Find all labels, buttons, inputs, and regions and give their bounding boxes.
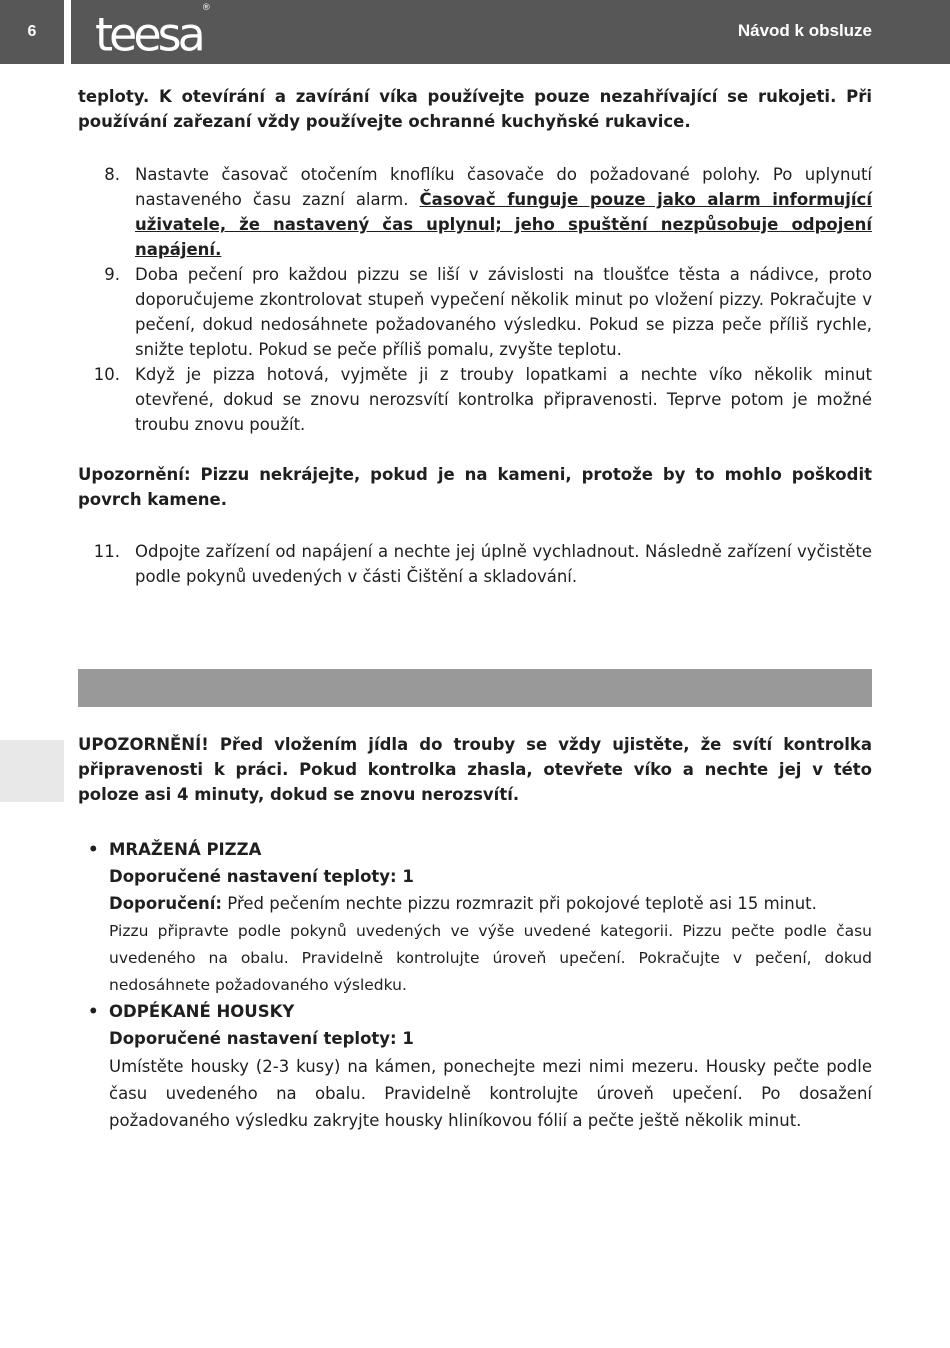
section-warning: UPOZORNĚNÍ! Před vložením jídla do trouby se vždy ujistěte, že svítí kontrolka připravenosti k práci. Pokud kontrolka zhasla, otevřete víko a nechte jej v této poloze asi 4 minuty, dokud se znovu nerozsvítí.	[78, 735, 872, 804]
bullet-icon: •	[88, 840, 99, 859]
page-number: 6	[0, 0, 64, 64]
food-setting: Doporučené nastavení teploty: 1	[109, 867, 414, 886]
food-body: Umístěte housky (2-3 kusy) na kámen, ponechejte mezi nimi mezeru. Housky pečte podle času uvedeného na obalu. Pravidelně kontrolujte úroveň upečení. Po dosažení požadovaného výsledku zakryjte housky hliníkovou fólií a pečte ještě několik minut.	[109, 1057, 872, 1130]
step-text: Odpojte zařízení od napájení a nechte jej úplně vychladnout. Následně zařízení vyčistěte podle pokynů uvedených v části Čištění a skladování.	[135, 542, 872, 586]
side-tab-marker	[0, 740, 64, 802]
brand-logo	[95, 4, 211, 62]
logo-text: teesa	[95, 7, 202, 62]
step-item	[78, 362, 872, 437]
step-number: 10.	[93, 365, 120, 384]
step-text: Když je pizza hotová, vyjměte ji z trouby lopatkami a nechte víko několik minut otevřené, dokud se znovu nerozsvítí kontrolka připravenosti. Teprve potom je možné troubu znovu použít.	[135, 365, 872, 434]
steps-list	[78, 162, 872, 437]
food-item	[78, 837, 872, 999]
step-item	[78, 539, 872, 589]
food-item	[78, 999, 872, 1134]
step-emphasis: Časovač funguje pouze jako alarm informující uživatele, že nastavený čas uplynul; jeho spuštění nezpůsobuje odpojení napájení.	[135, 190, 872, 259]
step-item	[78, 162, 872, 262]
food-list	[78, 837, 872, 1134]
food-setting: Doporučené nastavení teploty: 1	[109, 1029, 414, 1048]
page-content	[78, 84, 872, 1134]
food-recommendation	[109, 891, 872, 916]
header-title: Návod k obsluze	[737, 21, 872, 40]
step-text: Nastavte časovač otočením knoflíku časovače do požadované polohy. Po uplynutí nastaveného času zazní alarm.	[135, 165, 872, 209]
page-header	[71, 0, 950, 64]
registered-mark: ®	[201, 3, 211, 13]
step-item	[78, 262, 872, 362]
intro-warning: teploty. K otevírání a zavírání víka používejte pouze nezahřívající se rukojeti. Při používání zařezaní vždy používejte ochranné kuchyňské rukavice.	[78, 87, 872, 131]
step-number: 8.	[104, 165, 120, 184]
food-title: MRAŽENÁ PIZZA	[109, 840, 262, 859]
food-title: ODPÉKANÉ HOUSKY	[109, 1002, 295, 1021]
section-heading-bar	[78, 669, 872, 707]
recommendation-text: Před pečením nechte pizzu rozmrazit při pokojové teplotě asi 15 minut.	[222, 894, 817, 913]
step-number: 9.	[104, 265, 120, 284]
bullet-icon: •	[88, 1002, 99, 1021]
stone-warning: Upozornění: Pizzu nekrájejte, pokud je na kameni, protože by to mohlo poškodit povrch kamene.	[78, 465, 872, 509]
food-body: Pizzu připravte podle pokynů uvedených ve výše uvedené kategorii. Pizzu pečte podle času uvedeného na obalu. Pravidelně kontrolujte úroveň upečení. Pokračujte v pečení, dokud nedosáhnete požadovaného výsledku.	[109, 922, 872, 994]
steps-list-continued	[78, 539, 872, 589]
recommendation-label: Doporučení:	[109, 894, 223, 913]
step-number: 11.	[93, 542, 120, 561]
step-text: Doba pečení pro každou pizzu se liší v závislosti na tloušťce těsta a nádivce, proto doporučujeme zkontrolovat stupeň vypečení několik minut po vložení pizzy. Pokračujte v pečení, dokud nedosáhnete požadovaného výsledku. Pokud se pizza peče příliš rychle, snižte teplotu. Pokud se peče příliš pomalu, zvyšte teplotu.	[135, 265, 872, 359]
